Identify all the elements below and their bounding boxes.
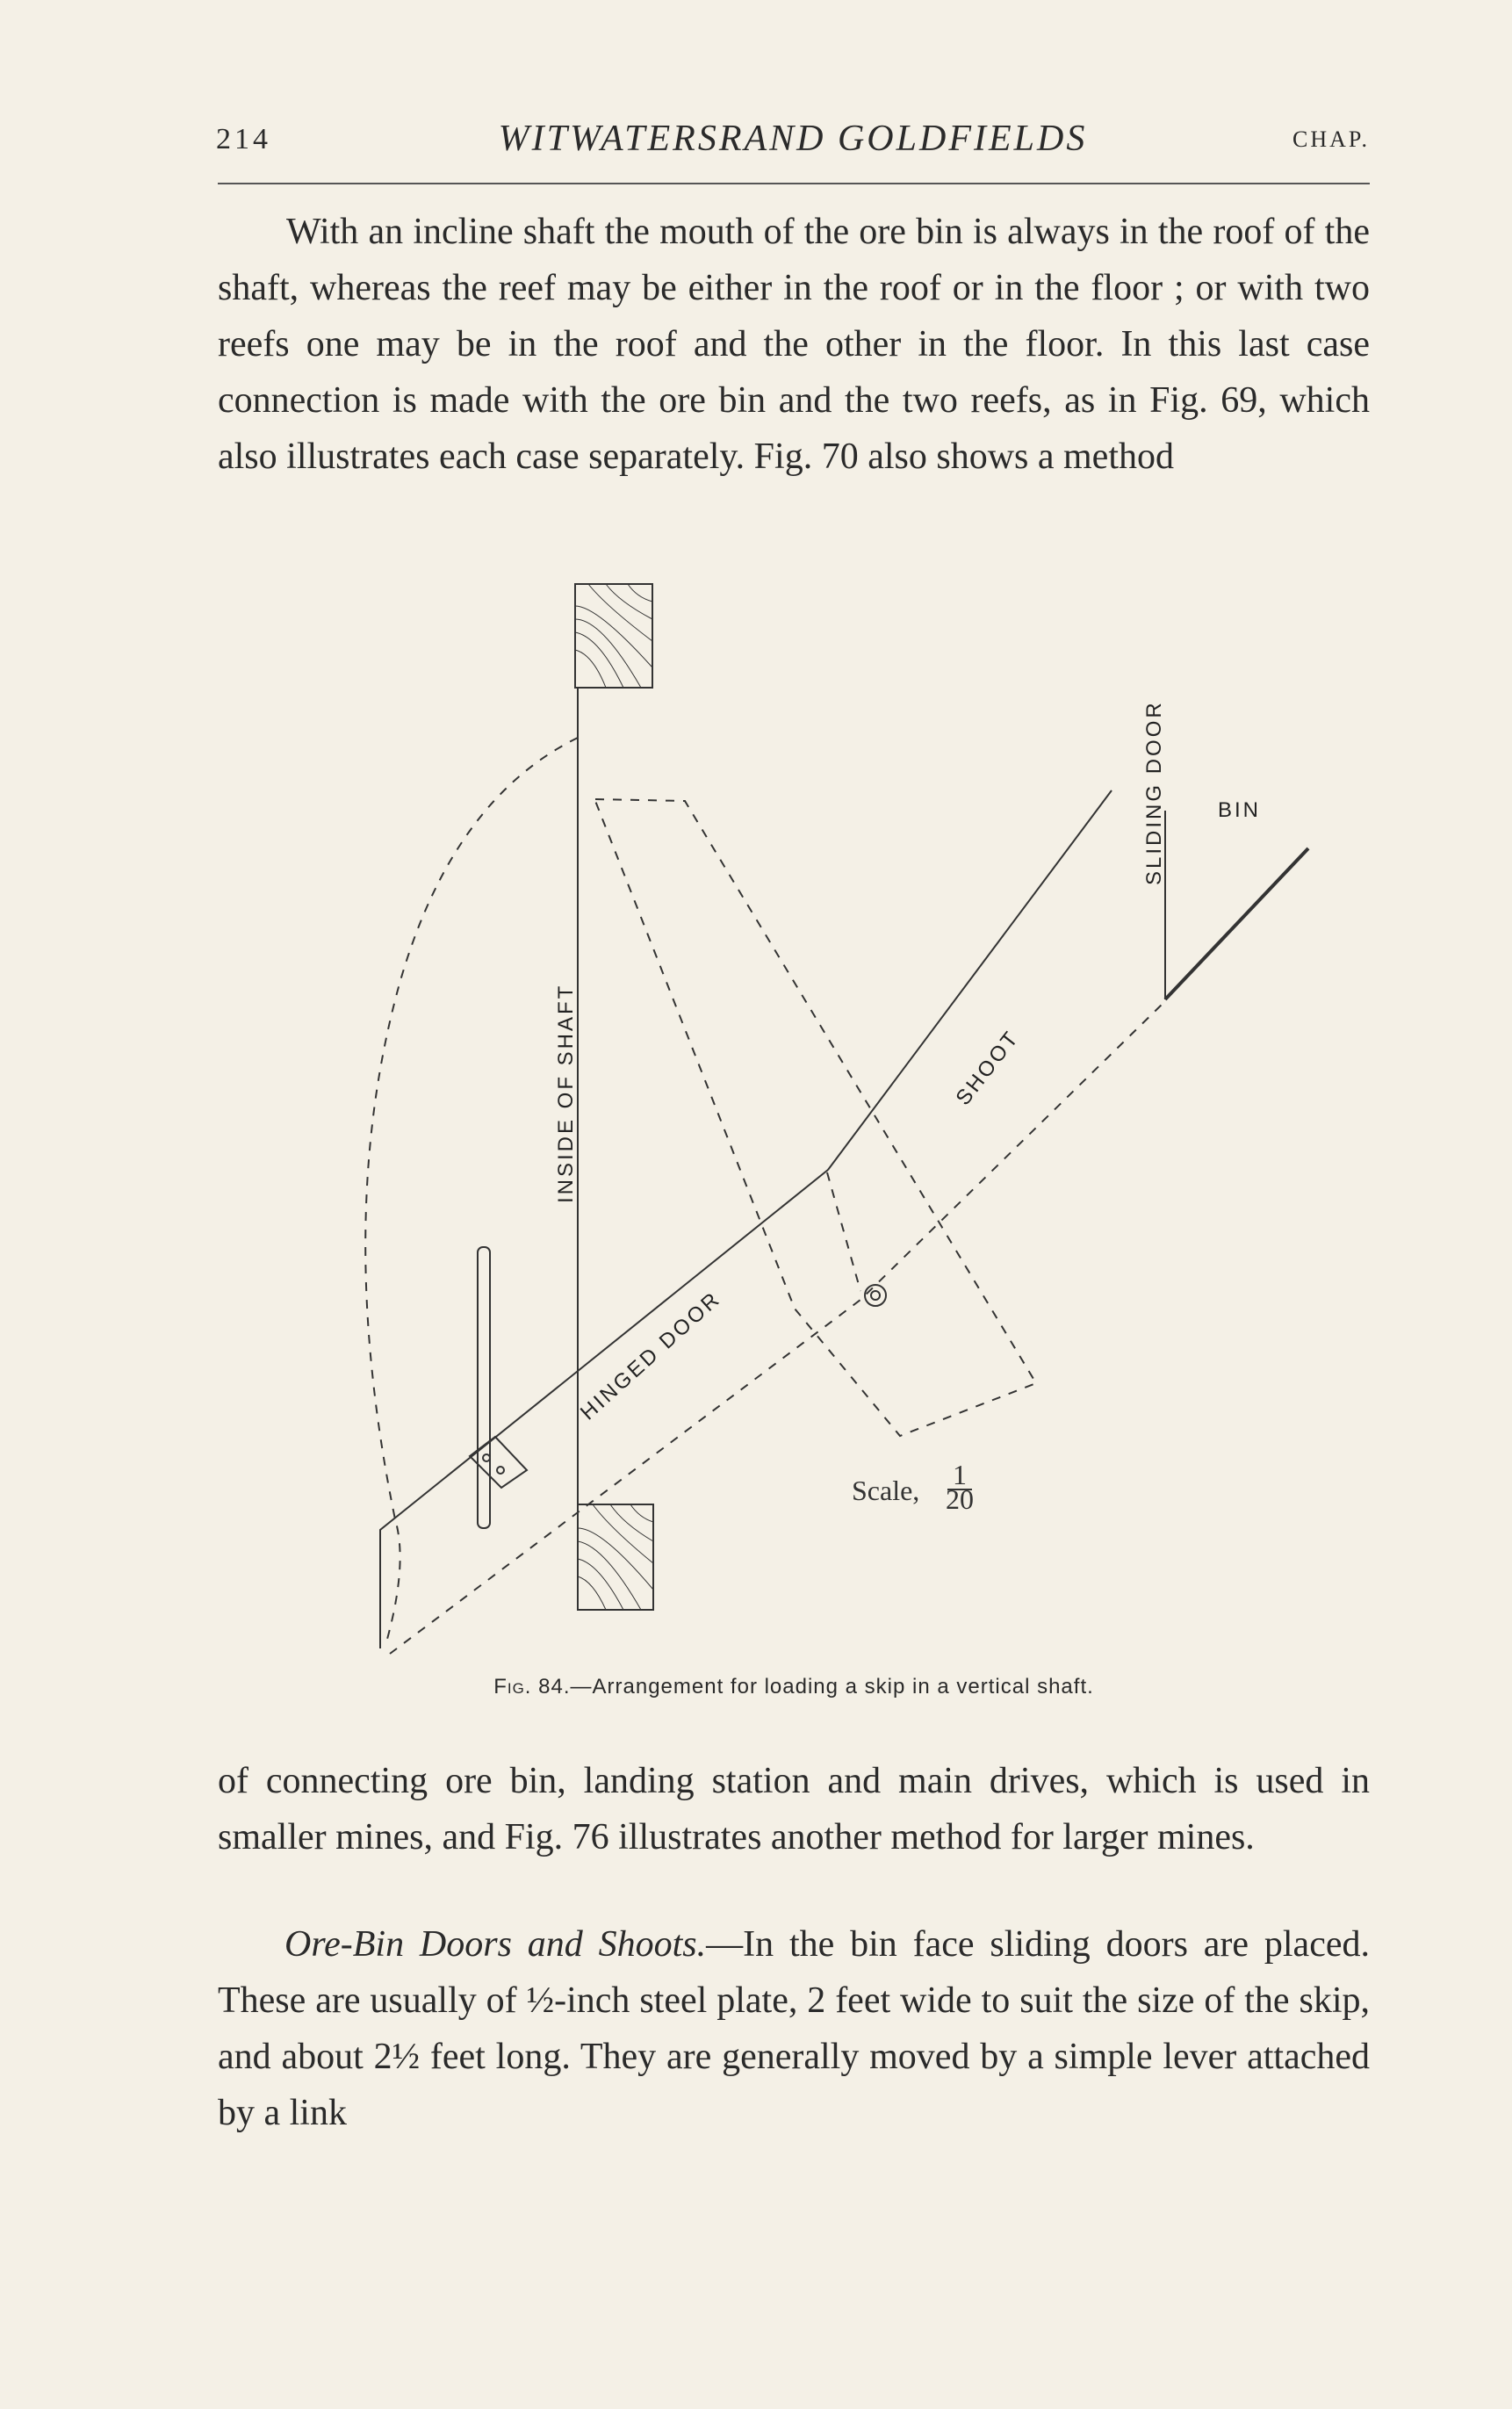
label-sliding-door: SLIDING DOOR <box>1142 700 1166 885</box>
figure-caption-text: —Arrangement for loading a skip in a vertical shaft. <box>570 1675 1094 1699</box>
scale-label: Scale, <box>852 1475 920 1506</box>
bin-floor <box>1165 848 1308 999</box>
body-paragraph-top: With an incline shaft the mouth of the ore bin is always in the roof of the shaft, whereas the reef may be either in the roof or in the floor ; or with two reefs one may be in the roof and the other in the floor. In this last case connection is made with the ore bin and the two reefs, as in Fig. 69, which also illustrates each case separately. Fig. 70 also shows a method <box>218 212 1370 477</box>
label-shoot: SHOOT <box>951 1025 1025 1110</box>
hinge-bolt-center <box>871 1291 880 1300</box>
shoot-upper-line <box>828 790 1112 1170</box>
label-hinged-door: HINGED DOOR <box>575 1287 726 1425</box>
scale-annotation <box>852 1459 974 1515</box>
body-paragraph-middle: of connecting ore bin, landing station and main drives, which is used in smaller mines, and Fig. 76 illustrates another method for larger mines. <box>218 1761 1370 1857</box>
door-swing-arc <box>365 738 578 1642</box>
lever-pivot-2 <box>497 1467 504 1474</box>
label-inside-shaft: INSIDE OF SHAFT <box>554 983 578 1203</box>
chapter-label: CHAP. <box>1292 126 1370 152</box>
scale-numerator: 1 <box>953 1459 967 1490</box>
skip-loading-diagram <box>255 571 1352 1669</box>
figure-caption <box>218 1675 1370 1699</box>
top-timber-block <box>575 584 652 688</box>
header-rule <box>218 183 1370 184</box>
section-text: —In the bin face sliding doors are placed. These are usually of ½-inch steel plate, 2 feet wide to suit the size of the skip, and about 2½ feet long. They are generally moved by a simple lever attached by a link <box>218 1924 1370 2133</box>
lever-handle <box>478 1247 490 1528</box>
hinge-link-dashed <box>827 1172 860 1291</box>
shoot-lower-dashed <box>390 1001 1165 1654</box>
figure-84 <box>255 571 1352 1669</box>
body-paragraph-bottom <box>218 1916 1370 2141</box>
bottom-timber-grain <box>578 1504 653 1610</box>
scale-denominator: 20 <box>946 1483 974 1515</box>
page-header <box>216 112 1370 165</box>
section-heading: Ore-Bin Doors and Shoots. <box>284 1924 707 1965</box>
running-title: WITWATERSRAND GOLDFIELDS <box>498 119 1088 159</box>
bottom-timber-block <box>578 1504 653 1610</box>
top-timber-grain <box>575 584 652 688</box>
lever-pivot-1 <box>483 1454 490 1461</box>
hinge-bolt <box>865 1285 886 1306</box>
label-bin: BIN <box>1218 798 1262 822</box>
page-number: 214 <box>216 123 271 155</box>
figure-caption-label: Fig. 84. <box>493 1675 571 1699</box>
